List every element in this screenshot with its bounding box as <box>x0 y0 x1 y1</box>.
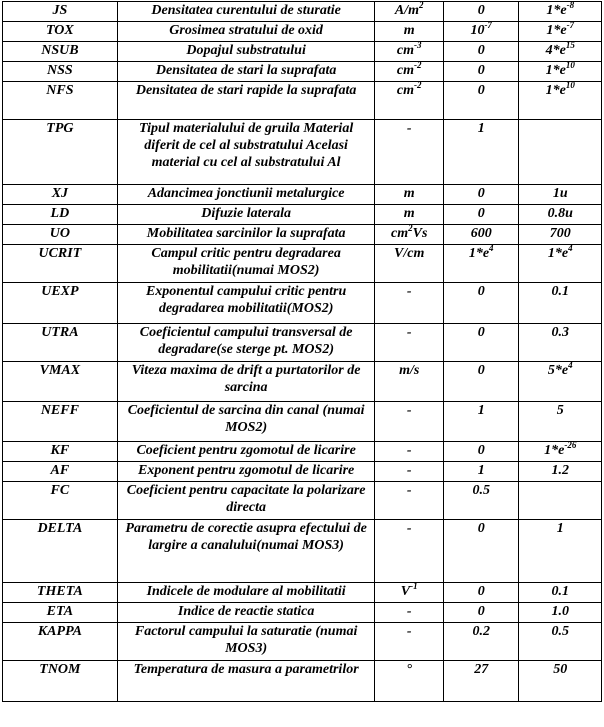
param-description-cell <box>117 185 375 205</box>
param-description-cell <box>117 2 375 22</box>
param-name-cell <box>3 442 118 462</box>
superscript: -2 <box>414 80 422 90</box>
table-row <box>3 482 602 520</box>
param-example-cell <box>519 283 602 324</box>
param-default-cell <box>443 205 519 225</box>
param-unit-text: m <box>403 186 415 201</box>
param-default-text: 1 <box>477 463 485 478</box>
param-default-text: 0 <box>477 443 485 458</box>
param-description-text: Parametru de corectie asupra efectului de largire a canalului(numai MOS3) <box>125 521 367 553</box>
param-unit-text: - <box>406 624 412 639</box>
table-row <box>3 520 602 583</box>
superscript: 2 <box>408 223 413 233</box>
table-row <box>3 324 602 362</box>
param-example-cell <box>519 520 602 583</box>
table-row <box>3 623 602 661</box>
param-default-text: 0 <box>477 584 485 599</box>
param-example-text: 1*e <box>547 246 569 261</box>
param-example-text: 5 <box>556 403 564 418</box>
table-row <box>3 661 602 702</box>
param-example-cell <box>519 462 602 482</box>
param-name-text: AF <box>50 463 70 478</box>
param-default-text: 0.5 <box>472 483 490 498</box>
param-example-text: 50 <box>553 662 568 677</box>
param-name-text: UCRIT <box>38 246 82 261</box>
param-unit-cell <box>375 442 443 462</box>
param-default-cell <box>443 82 519 120</box>
param-default-cell <box>443 283 519 324</box>
superscript: -7 <box>566 20 575 30</box>
param-unit-cell <box>375 2 443 22</box>
param-default-text: 10 <box>470 23 485 38</box>
param-default-text: 0 <box>477 325 485 340</box>
param-example-text: 1*e <box>546 23 567 38</box>
param-default-text: 0 <box>477 604 485 619</box>
param-example-cell <box>519 482 602 520</box>
table-row <box>3 120 602 185</box>
param-default-cell <box>443 62 519 82</box>
param-unit-cell <box>375 520 443 583</box>
param-name-text: KF <box>50 443 70 458</box>
param-example-cell <box>519 2 602 22</box>
param-name-cell <box>3 462 118 482</box>
param-name-text: NSUB <box>41 43 79 58</box>
param-description-text: Adancimea jonctiunii metalurgice <box>147 186 345 201</box>
param-unit-cell <box>375 225 443 245</box>
param-example-text: 700 <box>549 226 571 241</box>
table-row <box>3 225 602 245</box>
param-default-text: 0.2 <box>472 624 490 639</box>
superscript: -7 <box>484 20 492 30</box>
param-default-text: 0 <box>477 3 485 18</box>
param-default-cell <box>443 623 519 661</box>
param-unit-cell <box>375 62 443 82</box>
param-description-text: Indicele de modulare al mobilitatii <box>146 584 346 599</box>
param-default-cell <box>443 603 519 623</box>
table-row <box>3 283 602 324</box>
param-example-cell <box>519 583 602 603</box>
param-unit-cell <box>375 402 443 442</box>
superscript: 10 <box>565 60 575 70</box>
table-row <box>3 2 602 22</box>
table-row <box>3 603 602 623</box>
param-description-cell <box>117 324 375 362</box>
param-description-text: Coeficientul de sarcina din canal (numai MOS2) <box>127 403 365 435</box>
param-name-cell <box>3 623 118 661</box>
param-default-cell <box>443 2 519 22</box>
param-name-text: UO <box>49 226 70 241</box>
param-description-text: Tipul materialului de gruila Material diferit de cel al substratului Acelasi material cu cel al substratului Al <box>139 121 354 170</box>
param-description-text: Temperatura de masura a parametrilor <box>133 662 359 677</box>
param-description-text: Viteza maxima de drift a purtatorilor de sarcina <box>131 363 361 395</box>
param-example-cell <box>519 225 602 245</box>
param-description-cell <box>117 583 375 603</box>
param-default-cell <box>443 22 519 42</box>
param-default-cell <box>443 462 519 482</box>
param-name-text: TNOM <box>39 662 81 677</box>
param-name-text: UEXP <box>41 284 79 299</box>
param-example-text: 0.5 <box>551 624 569 639</box>
param-example-cell <box>519 22 602 42</box>
param-default-cell <box>443 520 519 583</box>
param-example-text: 1u <box>552 186 568 201</box>
param-unit-cell <box>375 82 443 120</box>
param-name-cell <box>3 185 118 205</box>
param-unit-text: V/cm <box>394 246 425 261</box>
param-default-text: 0 <box>477 284 485 299</box>
param-name-text: JS <box>52 3 68 18</box>
param-unit-cell <box>375 205 443 225</box>
param-unit-text: cm <box>391 226 409 241</box>
param-example-cell <box>519 362 602 402</box>
param-name-text: KAPPA <box>37 624 82 639</box>
param-example-text: 4*e <box>545 43 566 58</box>
param-default-cell <box>443 185 519 205</box>
param-description-cell <box>117 120 375 185</box>
param-unit-text: m <box>403 206 415 221</box>
param-default-text: 0 <box>477 186 485 201</box>
param-description-text: Difuzie laterala <box>201 206 292 221</box>
param-description-cell <box>117 225 375 245</box>
param-name-cell <box>3 283 118 324</box>
param-example-cell <box>519 120 602 185</box>
param-name-cell <box>3 205 118 225</box>
superscript: -2 <box>414 60 422 70</box>
param-description-cell <box>117 42 375 62</box>
param-default-text: 27 <box>474 662 489 677</box>
param-default-text: 1 <box>477 403 485 418</box>
param-description-cell <box>117 283 375 324</box>
param-name-cell <box>3 22 118 42</box>
superscript: -3 <box>414 40 422 50</box>
param-name-cell <box>3 520 118 583</box>
param-unit-text: - <box>406 121 412 136</box>
table-row <box>3 62 602 82</box>
param-description-text: Factorul campului la saturatie (numai MOS3) <box>134 624 358 656</box>
param-example-cell <box>519 442 602 462</box>
param-name-cell <box>3 583 118 603</box>
param-name-cell <box>3 603 118 623</box>
param-unit-cell <box>375 120 443 185</box>
table-row <box>3 442 602 462</box>
param-unit-text: - <box>406 483 412 498</box>
param-default-cell <box>443 362 519 402</box>
param-default-cell <box>443 482 519 520</box>
param-example-cell <box>519 324 602 362</box>
param-name-text: VMAX <box>39 363 81 378</box>
param-description-text: Coeficient pentru capacitate la polarizare directa <box>126 483 366 515</box>
param-default-cell <box>443 120 519 185</box>
param-unit-text: m <box>403 23 415 38</box>
param-description-cell <box>117 402 375 442</box>
param-unit-text: - <box>406 325 412 340</box>
param-description-text: Campul critic pentru degradarea mobilitatii(numai MOS2) <box>151 246 341 278</box>
param-example-text: 0.3 <box>551 325 569 340</box>
param-unit-cell <box>375 603 443 623</box>
param-name-text: LD <box>50 206 70 221</box>
superscript: 4 <box>568 360 573 370</box>
param-description-text: Coeficient pentru zgomotul de licarire <box>136 443 356 458</box>
param-default-cell <box>443 42 519 62</box>
table-row <box>3 402 602 442</box>
param-default-cell <box>443 225 519 245</box>
param-default-text: 0 <box>477 363 485 378</box>
param-unit-text: V <box>400 584 411 599</box>
param-default-text: 0 <box>477 43 485 58</box>
param-default-text: 0 <box>477 206 485 221</box>
param-default-text: 600 <box>470 226 492 241</box>
param-example-text: 1 <box>556 521 564 536</box>
param-description-text: Indice de reactie statica <box>177 604 315 619</box>
param-description-cell <box>117 442 375 462</box>
param-example-cell <box>519 185 602 205</box>
param-description-text: Exponentul campului critic pentru degradarea mobilitatii(MOS2) <box>145 284 347 316</box>
param-default-text: 0 <box>477 83 485 98</box>
param-example-cell <box>519 661 602 702</box>
unit-suffix: Vs <box>412 226 428 241</box>
param-example-text: 1*e <box>546 3 567 18</box>
param-name-cell <box>3 2 118 22</box>
param-default-text: 0 <box>477 63 485 78</box>
param-unit-cell <box>375 462 443 482</box>
param-description-cell <box>117 82 375 120</box>
param-default-cell <box>443 583 519 603</box>
param-name-cell <box>3 402 118 442</box>
param-name-text: UTRA <box>41 325 79 340</box>
param-name-cell <box>3 661 118 702</box>
param-name-cell <box>3 120 118 185</box>
param-example-cell <box>519 82 602 120</box>
param-name-cell <box>3 324 118 362</box>
param-example-cell <box>519 205 602 225</box>
param-name-text: ETA <box>46 604 74 619</box>
param-default-cell <box>443 442 519 462</box>
table-row <box>3 583 602 603</box>
param-description-text: Densitatea de stari la suprafata <box>155 63 337 78</box>
param-name-cell <box>3 42 118 62</box>
param-example-text: 5*e <box>547 363 569 378</box>
param-name-text: DELTA <box>37 521 83 536</box>
parameters-table <box>2 1 602 702</box>
param-unit-text: cm <box>396 83 415 98</box>
param-description-cell <box>117 205 375 225</box>
table-row <box>3 22 602 42</box>
param-unit-text: m/s <box>399 363 420 378</box>
param-unit-text: A/m <box>394 3 420 18</box>
superscript: 10 <box>565 80 575 90</box>
param-unit-text: - <box>406 443 412 458</box>
param-description-cell <box>117 22 375 42</box>
param-description-cell <box>117 362 375 402</box>
param-unit-text: cm <box>396 43 415 58</box>
param-example-cell <box>519 62 602 82</box>
superscript: -8 <box>566 0 575 10</box>
param-example-text: 0.8u <box>547 206 573 221</box>
param-example-cell <box>519 402 602 442</box>
param-name-text: TOX <box>46 23 74 38</box>
param-description-text: Mobilitatea sarcinilor la suprafata <box>146 226 346 241</box>
param-unit-text: ° <box>406 662 413 677</box>
superscript: 4 <box>489 243 494 253</box>
superscript: 15 <box>565 40 575 50</box>
param-example-text: 1.2 <box>551 463 569 478</box>
param-name-cell <box>3 82 118 120</box>
param-unit-text: - <box>406 403 412 418</box>
param-name-text: NEFF <box>40 403 79 418</box>
param-unit-cell <box>375 661 443 702</box>
table-row <box>3 462 602 482</box>
param-default-text: 1 <box>477 121 485 136</box>
param-unit-cell <box>375 42 443 62</box>
param-example-text: 1*e <box>545 63 566 78</box>
param-example-cell <box>519 42 602 62</box>
param-name-text: THETA <box>36 584 83 599</box>
param-description-cell <box>117 661 375 702</box>
param-name-text: NSS <box>47 63 73 78</box>
param-unit-text: - <box>406 521 412 536</box>
superscript: 2 <box>419 0 424 10</box>
param-description-cell <box>117 62 375 82</box>
param-example-cell <box>519 623 602 661</box>
param-example-cell <box>519 603 602 623</box>
param-unit-cell <box>375 583 443 603</box>
param-name-cell <box>3 225 118 245</box>
param-unit-text: - <box>406 463 412 478</box>
param-name-cell <box>3 482 118 520</box>
superscript: 4 <box>568 243 573 253</box>
param-description-text: Densitatea curentului de sturatie <box>151 3 341 18</box>
superscript: -26 <box>564 440 577 450</box>
param-unit-cell <box>375 324 443 362</box>
param-name-cell <box>3 62 118 82</box>
param-example-text: 1.0 <box>551 604 569 619</box>
param-unit-cell <box>375 185 443 205</box>
table-row <box>3 205 602 225</box>
param-unit-text: - <box>406 284 412 299</box>
param-example-text: 1*e <box>544 443 565 458</box>
param-unit-cell <box>375 245 443 283</box>
param-unit-text: - <box>406 604 412 619</box>
table-row <box>3 82 602 120</box>
param-description-cell <box>117 482 375 520</box>
param-description-text: Grosimea stratului de oxid <box>169 23 323 38</box>
param-default-cell <box>443 402 519 442</box>
param-description-text: Densitatea de stari rapide la suprafata <box>135 83 357 98</box>
param-description-cell <box>117 462 375 482</box>
param-unit-text: cm <box>396 63 415 78</box>
table-row <box>3 185 602 205</box>
param-unit-cell <box>375 22 443 42</box>
param-example-text: 0.1 <box>551 584 569 599</box>
param-default-text: 0 <box>477 521 485 536</box>
param-unit-cell <box>375 362 443 402</box>
param-unit-cell <box>375 623 443 661</box>
superscript: -1 <box>410 581 418 591</box>
param-unit-cell <box>375 283 443 324</box>
param-description-cell <box>117 623 375 661</box>
param-unit-cell <box>375 482 443 520</box>
table-row <box>3 42 602 62</box>
param-default-cell <box>443 324 519 362</box>
param-description-cell <box>117 603 375 623</box>
param-name-cell <box>3 362 118 402</box>
param-name-cell <box>3 245 118 283</box>
param-description-text: Dopajul substratului <box>186 43 306 58</box>
param-name-text: XJ <box>51 186 69 201</box>
param-description-text: Exponent pentru zgomotul de licarire <box>138 463 355 478</box>
table-row <box>3 362 602 402</box>
param-name-text: FC <box>50 483 70 498</box>
parameters-table-body <box>3 2 602 702</box>
param-example-cell <box>519 245 602 283</box>
param-description-text: Coeficientul campului transversal de degradare(se sterge pt. MOS2) <box>139 325 353 357</box>
param-description-cell <box>117 245 375 283</box>
param-default-text: 1*e <box>468 246 490 261</box>
table-row <box>3 245 602 283</box>
param-example-text: 0.1 <box>551 284 569 299</box>
param-example-text: 1*e <box>545 83 566 98</box>
param-default-cell <box>443 661 519 702</box>
param-name-text: NFS <box>46 83 74 98</box>
param-default-cell <box>443 245 519 283</box>
param-name-text: TPG <box>46 121 74 136</box>
param-description-cell <box>117 520 375 583</box>
